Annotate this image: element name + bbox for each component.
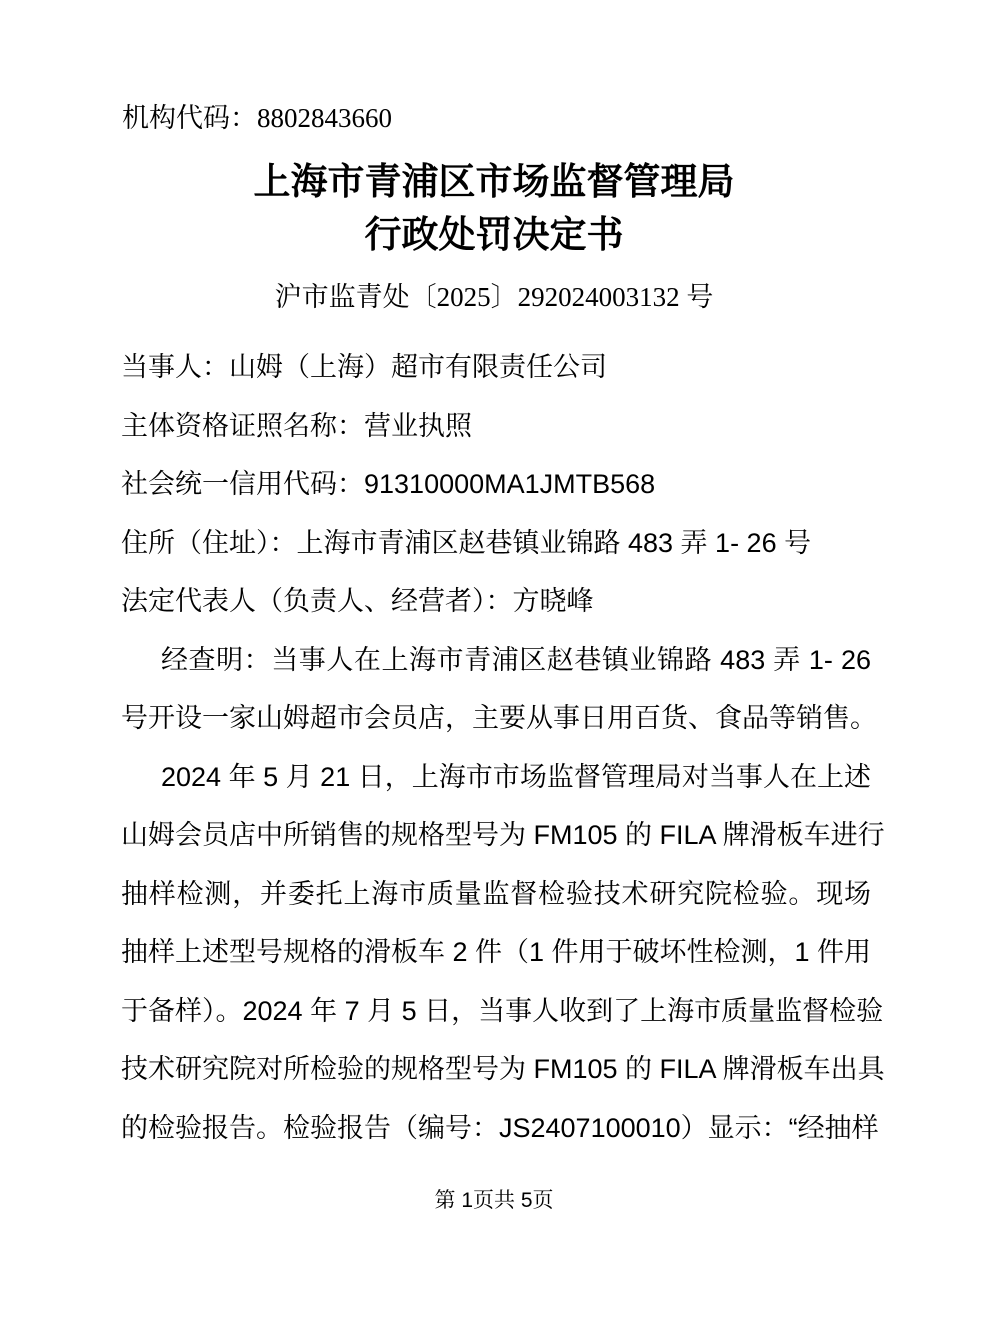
body-line: 当事人：山姆（上海）超市有限责任公司: [121, 352, 607, 382]
document-title: [0, 156, 988, 262]
body-line: 技术研究院对所检验的规格型号为 FM105 的 FILA 牌滑板车出具: [121, 1054, 885, 1084]
body-line: 住所（住址）：上海市青浦区赵巷镇业锦路 483 弄 1- 26 号: [121, 527, 812, 558]
body-line: 社会统一信用代码：91310000MA1JMTB568: [121, 469, 656, 499]
body-line: 于备样）。2024 年 7 月 5 日，当事人收到了上海市质量监督检验: [121, 995, 884, 1026]
title-line-authority: 上海市青浦区市场监督管理局: [253, 162, 735, 203]
body-line: 2024 年 5 月 21 日，上海市市场监督管理局对当事人在上述: [161, 761, 871, 792]
document-number: 沪市监青处〔2025〕292024003132 号: [274, 282, 714, 312]
title-line-doc-type: 行政处罚决定书: [364, 215, 624, 256]
body-line: 抽样检测，并委托上海市质量监督检验技术研究院检验。现场: [121, 878, 871, 909]
body-line: 法定代表人（负责人、经营者）：方晓峰: [121, 586, 594, 616]
body-line: 山姆会员店中所销售的规格型号为 FM105 的 FILA 牌滑板车进行: [121, 820, 885, 850]
org-code-line: 机构代码：8802843660: [122, 103, 392, 133]
body-line: 经查明：当事人在上海市青浦区赵巷镇业锦路 483 弄 1- 26: [161, 644, 871, 675]
document-body: [121, 338, 885, 1157]
page-number-footer: 第 1页共 5页: [434, 1189, 554, 1212]
body-line: 抽样上述型号规格的滑板车 2 件（1 件用于破坏性检测，1 件用: [121, 937, 872, 967]
body-line: 主体资格证照名称：营业执照: [121, 410, 472, 441]
body-line: 的检验报告。检验报告（编号：JS2407100010）显示：“经抽样: [121, 1112, 879, 1143]
body-line: 号开设一家山姆超市会员店，主要从事日用百货、食品等销售。: [121, 703, 877, 733]
